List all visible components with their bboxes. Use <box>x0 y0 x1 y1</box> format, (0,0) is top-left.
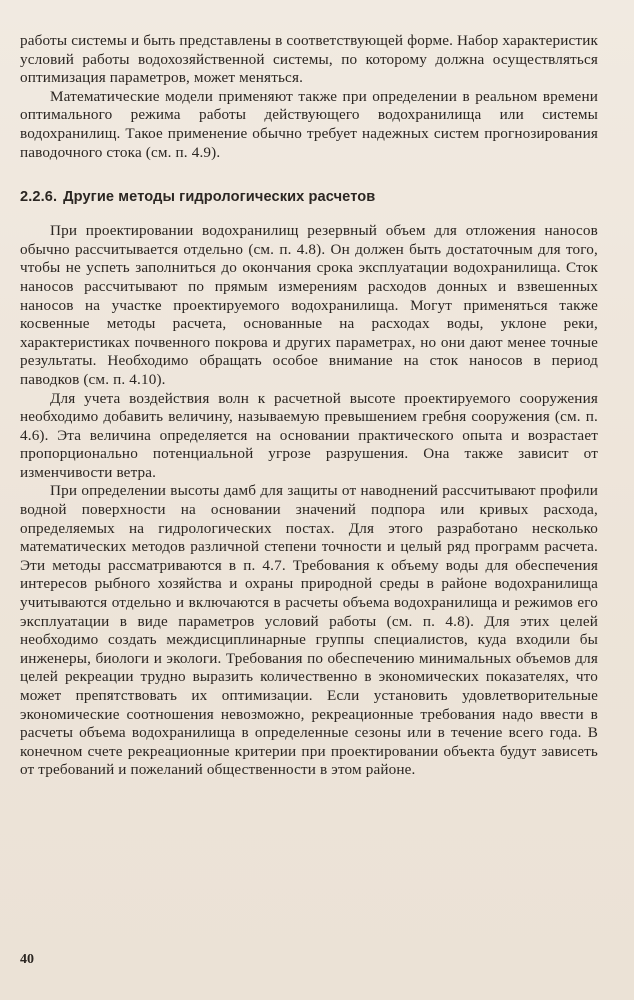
intro-paragraph-math-models: Математические модели применяют также при определении в реальном времени оптимального режима работы действующего водохранилища или системы водохранилищ. Такое применение обычно требует надежных систем прогнозирования паводочного стока (см. п. 4.9). <box>20 87 598 161</box>
section-paragraph-sediment: При проектировании водохранилищ резервный объем для отложения наносов обычно рассчитывается отдельно (см. п. 4.8). Он должен быть достаточным для того, чтобы не успеть заполниться до окончания срока эксплуатации водохранилища. Сток наносов рассчитывают по прямым измерениям расходов донных и взвешенных наносов на участке проектируемого водохранилища. Могут применяться также косвенные методы расчета, основанные на расходах воды, уклоне реки, характеристиках почвенного покрова и других параметрах, но они дают менее точные результаты. Необходимо обращать особое внимание на сток наносов в период паводков (см. п. 4.10). <box>20 222 598 388</box>
page-number: 40 <box>20 952 34 967</box>
section-number: 2.2.6. <box>20 189 58 206</box>
intro-paragraph-continuation: работы системы и быть представлены в соответствующей форме. Набор характеристик условий работы водохозяйственной системы, по которому должна осуществляться оптимизация параметров, может меняться. <box>20 32 598 87</box>
section-heading <box>20 188 598 206</box>
page-content <box>20 32 598 780</box>
section-paragraph-waves: Для учета воздействия волн к расчетной высоте проектируемого сооружения необходимо добавить величину, называемую превышением гребня сооружения (см. п. 4.6). Эта величина определяется на основании практического опыта и возрастает пропорционально потенциальной угрозе разрушения. Она также зависит от изменчивости ветра. <box>20 389 598 481</box>
section-title: Другие методы гидрологических расчетов <box>63 189 376 206</box>
section-paragraph-dams: При определении высоты дамб для защиты от наводнений рассчитывают профили водной поверхности на основании значений подпора или кривых расхода, определяемых на гидрологических постах. Для этого разработано несколько математических методов различной степени точности и целый ряд программ расчета. Эти методы рассматриваются в п. 4.7. Требования к объему воды для обеспечения интересов рыбного хозяйства и охраны природной среды в районе водохранилища учитываются отдельно и включаются в расчеты объема водохранилища и режимов его эксплуатации в виде параметров условий работы (см. п. 4.8). Для этих целей необходимо создать междисциплинарные группы специалистов, куда входили бы инженеры, биологи и экологи. Требования по обеспечению минимальных объемов для целей рекреации трудно выразить количественно в экономических показателях, что может препятствовать их оптимизации. Если установить удовлетворительные экономические соотношения невозможно, рекреационные требования надо ввести в расчеты объема водохранилища в определенные сезоны или в течение всего года. В конечном счете рекреационные критерии при проектировании объекта будут зависеть от требований и пожеланий общественности в этом районе. <box>20 482 598 779</box>
